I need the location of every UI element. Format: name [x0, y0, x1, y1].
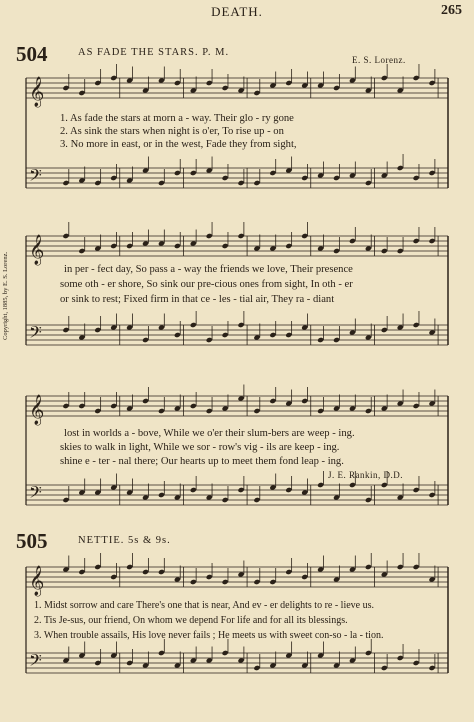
lyric-504-s1-v3: 3. No more in east, or in the west, Fade they from sight,	[60, 139, 297, 150]
lyric-505-v1: 1. Midst sorrow and care There's one that is near, And ev - er delights to re - lieve us.	[34, 600, 375, 611]
copyright-note: Copyright, 1885, by E. S. Lorenz.	[2, 251, 9, 340]
composer-504: E. S. Lorenz.	[352, 55, 406, 65]
sys-505-1-bass-clef: 𝄢	[29, 650, 42, 674]
hymn-number-505: 505	[16, 529, 48, 553]
sys-504-1-treble-clef: 𝄞	[29, 77, 45, 107]
hymn-title-505: NETTIE. 5s & 9s.	[78, 535, 171, 546]
hymn-title-504: AS FADE THE STARS. P. M.	[78, 47, 230, 58]
lyric-504-s3-v2: skies to walk in light, While we sor - row's vig - ils are keep - ing.	[60, 442, 340, 453]
sys-504-3-treble-clef: 𝄞	[29, 395, 45, 425]
page-number: 265	[441, 3, 462, 18]
hymn-number-504: 504	[16, 42, 48, 66]
sys-504-3-bass-clef: 𝄢	[29, 482, 42, 506]
lyricist-504: J. E. Rankin, D.D.	[328, 470, 403, 480]
lyric-504-s3-v3: shine e - ter - nal there; Our hearts up to meet them fond leap - ing.	[60, 456, 344, 467]
lyric-504-s2-v3: or sink to rest; Fixed firm in that ce - les - tial air, They ra - diant	[60, 294, 335, 305]
lyric-504-s2-v1: in per - fect day, So pass a - way the friends we love, Their presence	[64, 264, 353, 275]
lyric-505-v2: 2. Tis Je-sus, our friend, On whom we depend For life and for all its blessings.	[34, 615, 348, 626]
sys-504-2-treble-clef: 𝄞	[29, 235, 45, 265]
lyric-504-s2-v2: some oth - er shore, So sink our pre-cious ones from sight, In oth - er	[60, 279, 353, 290]
section-heading: DEATH.	[211, 4, 263, 19]
sys-504-2-bass-clef: 𝄢	[29, 322, 42, 346]
sys-504-1-bass-clef: 𝄢	[29, 165, 42, 189]
lyric-505-v3: 3. When trouble assails, His love never fails ; He meets us with sweet con-so - la - tion.	[34, 630, 384, 641]
lyric-504-s1-v1: 1. As fade the stars at morn a - way. Their glo - ry gone	[60, 113, 294, 124]
sys-505-1-treble-clef: 𝄞	[29, 566, 45, 596]
lyric-504-s3-v1: lost in worlds a - bove, While we o'er their slum-bers are weep - ing.	[64, 428, 355, 439]
lyric-504-s1-v2: 2. As sink the stars when night is o'er, To rise up - on	[60, 126, 284, 137]
